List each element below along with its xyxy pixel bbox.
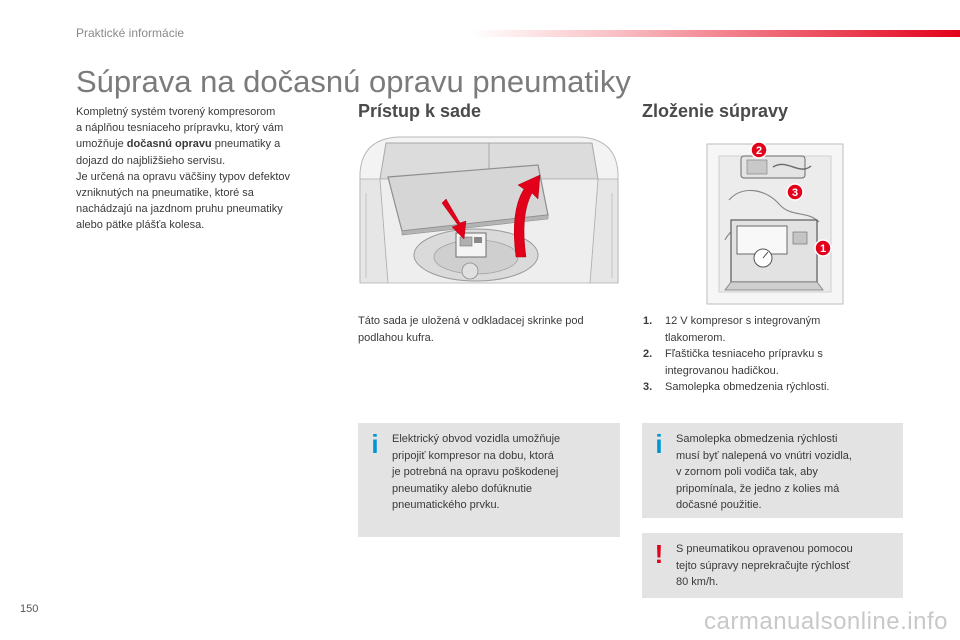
composition-info-box [642,423,903,518]
page-number: 150 [20,603,39,615]
intro-line: Je určená na opravu väčšiny typov defektov [76,170,291,183]
intro-line: a náplňou tesniaceho prípravku, ktorý vám [76,122,284,135]
intro-line: nachádzajú na jazdnom pruhu pneumatiky [76,203,283,216]
kit-drawing [703,140,847,306]
kit-component-list [643,313,893,396]
info-icon: i [371,429,379,459]
section-label: Praktické informácie [76,26,185,40]
watermark: carmanualsonline.info [704,608,948,635]
composition-section-title: Zloženie súpravy [642,101,789,121]
page-title: Súprava na dočasnú opravu pneumatiky [76,64,631,99]
intro-line: alebo pätke plášťa kolesa. [76,219,205,232]
intro-paragraph [76,104,336,234]
list-item: 2. Fľaštička tesniaceho prípravku s integrovanou hadičkou. [643,348,823,377]
callout-1: 1 [819,243,827,255]
callout-3: 3 [791,187,799,199]
access-section-title: Prístup k sade [358,101,482,121]
header-accent-bar [470,30,960,37]
intro-line: dojazd do najbližšieho servisu. [76,154,226,167]
list-item: 1. 12 V kompresor s integrovaným tlakomerom. [643,315,821,344]
intro-line: Kompletný systém tvorený kompresorom [76,106,276,118]
access-info-box [358,423,620,537]
callout-2: 2 [755,145,763,157]
list-item: 3. Samolepka obmedzenia rýchlosti. [643,381,830,393]
trunk-drawing [358,133,620,285]
warning-icon: ! [654,539,664,569]
intro-bold-term: dočasnú opravu [126,138,212,151]
speed-warning-text: S pneumatikou opravenou pomocou tejto súpravy neprekračujte rýchlosť 80 km/h. [676,543,853,588]
info-icon: i [655,429,663,459]
composition-info-text: Samolepka obmedzenia rýchlosti musí byť nalepená vo vnútri vozidla, v zornom poli vodiča tak, aby pripomínala, že jedno z kolies má dočasné použitie. [676,433,852,511]
intro-line: vzniknutých na pneumatike, ktoré sa [76,187,254,200]
access-info-text: Elektrický obvod vozidla umožňuje pripojiť kompresor na dobu, ktorá je potrebná na opravu poškodenej pneumatiky alebo dofúknutie pneumatického prvku. [392,433,561,511]
speed-warning-box [642,533,903,598]
intro-line: umožňuje dočasnú opravu pneumatiky a [76,138,281,151]
kit-illustration [703,140,847,306]
access-caption: Táto sada je uložená v odkladacej skrinke pod podlahou kufra. [358,315,584,344]
trunk-illustration [358,133,620,285]
